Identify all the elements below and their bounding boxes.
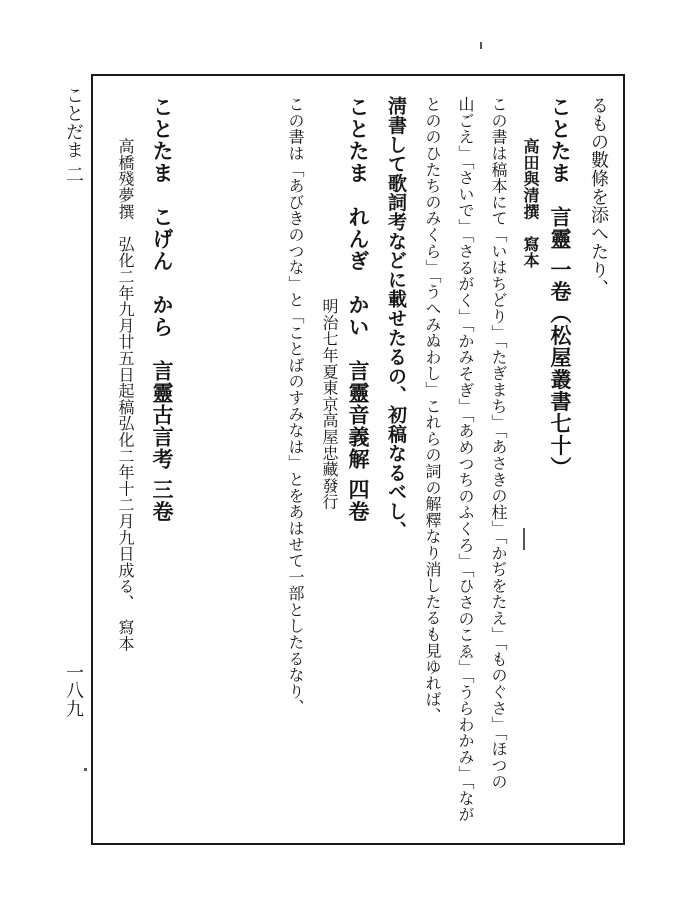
entry-author-line: 高橋殘夢撰 弘化二年九月廿五日起稿弘化二年十二月九日成る、 寫本 <box>116 138 135 652</box>
entry-author-line: 高田與清撰 寫本 <box>521 138 540 269</box>
entry-heading-kogen: ことたま こげん から 言靈古言考 三卷 <box>150 96 175 523</box>
running-title: ことだま 二 <box>63 86 84 184</box>
print-speck <box>523 528 525 550</box>
body-line: この書は稿本にて「いはちどり」「たぎまち」「あさきの柱」「かぢをたえ」「ものぐさ」「ほつの <box>489 96 508 790</box>
entry-heading-kotodama: ことたま 言靈 一卷（松屋叢書七十） <box>548 96 573 479</box>
print-speck <box>480 42 482 49</box>
body-line: 淸書して歌詞考などに載せたるの、初稿なるべし、 <box>385 96 407 540</box>
continuation-line: るもの數條を添へたり、 <box>588 96 609 298</box>
body-line: 山ごえ」「さいで」「さるがく」「かみそぎ」「あめつちのふくろ」「ひさのこゑ」「うらわかみ」「なが <box>456 96 475 823</box>
body-line: この書は「あびきのつな」と「ことばのすみなは」とをあはせて一部としたるなり、 <box>286 96 305 716</box>
entry-publisher-line: 明治七年夏東京高屋忠藏發行 <box>320 298 339 510</box>
print-speck <box>84 768 87 771</box>
body-line: とののひたちのみくら」「うへみぬわし」これらの詞の解釋なり消したるも見ゆれば、 <box>423 96 442 724</box>
entry-heading-ongi: ことたま れんぎ かい 言靈音義解 四卷 <box>346 96 371 523</box>
page-number: 一八九 <box>63 663 84 718</box>
